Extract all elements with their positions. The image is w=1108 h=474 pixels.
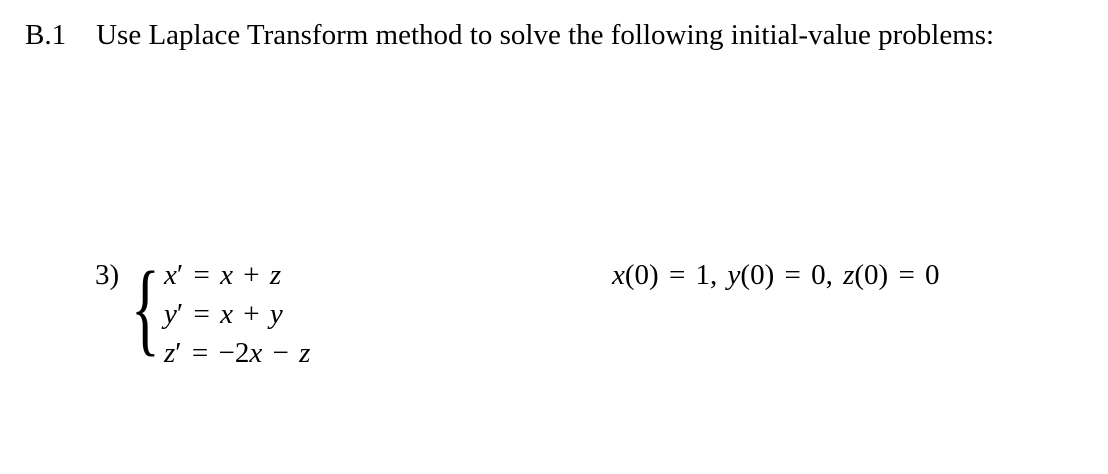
math-var: x <box>220 259 233 291</box>
math-op: − <box>262 337 300 369</box>
math-op: ′ = −2 <box>175 337 250 369</box>
math-op: ′ = <box>176 259 221 291</box>
math-var: x <box>220 298 233 330</box>
math-op: (0) = 1, <box>624 259 728 291</box>
equation-system <box>164 256 310 373</box>
math-op: ′ = <box>176 298 221 330</box>
math-op: + <box>232 259 270 291</box>
equation-z-prime <box>164 334 310 373</box>
math-var: z <box>269 259 282 291</box>
math-var: z <box>164 337 176 369</box>
math-op: + <box>232 298 270 330</box>
math-var: x <box>164 259 177 291</box>
system-brace: { <box>131 249 160 366</box>
math-var: y <box>164 298 177 330</box>
math-var: y <box>727 259 741 291</box>
math-var: y <box>269 298 283 330</box>
instruction-text: Use Laplace Transform method to solve the following initial-value problems: <box>96 19 995 51</box>
math-op: (0) = 0, <box>740 259 844 291</box>
math-var: x <box>249 337 263 369</box>
problem-number: 3) <box>95 259 120 291</box>
math-var: z <box>843 259 855 291</box>
math-var: z <box>299 337 311 369</box>
section-number: B.1 <box>25 19 67 51</box>
math-op: (0) = 0 <box>854 259 940 291</box>
problem-set-header <box>25 19 994 52</box>
equation-y-prime <box>164 295 310 334</box>
math-var: x <box>612 259 625 291</box>
equation-x-prime <box>164 256 310 295</box>
initial-conditions <box>612 256 940 295</box>
